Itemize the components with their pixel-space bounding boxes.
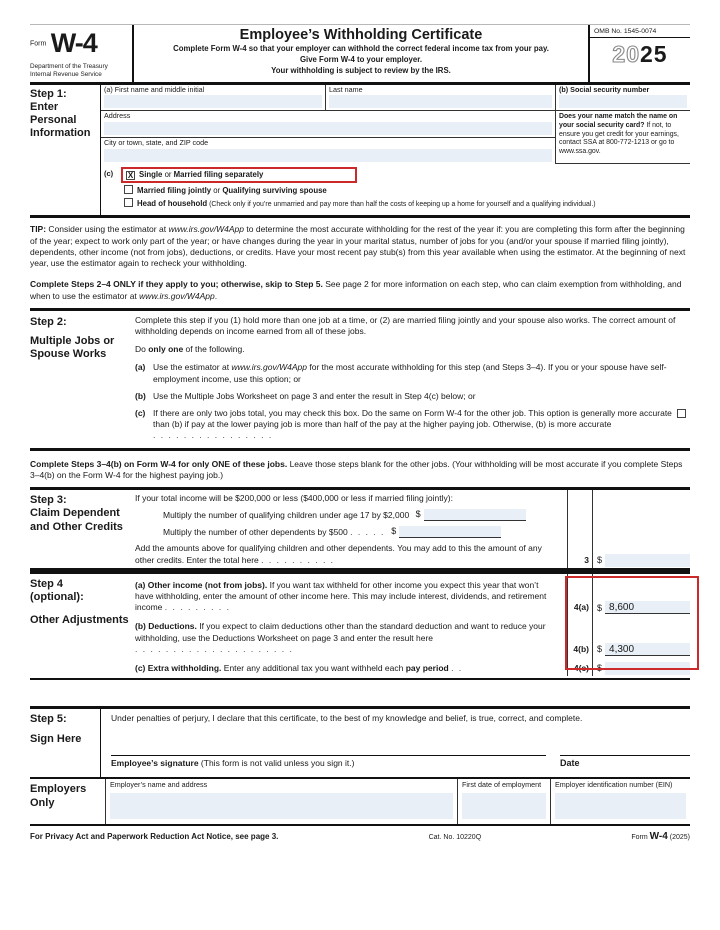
step5-label-block <box>30 709 100 777</box>
signature-row <box>111 755 690 770</box>
date-line[interactable]: Date <box>560 755 690 770</box>
city-cell <box>101 138 556 164</box>
footer-form-year: (2025) <box>667 834 690 842</box>
step2-intro: Complete this step if you (1) hold more than one job at a time, or (2) are married filing jointly and your spouse also works. The correct amount of withholding depends on income earned from all of these jobs. <box>135 314 676 336</box>
step1-label: Step 1: <box>30 87 67 100</box>
step3-line2-text: Multiply the number of other dependents by $500 <box>163 527 348 538</box>
step3-line1 <box>135 506 567 523</box>
married-jointly-or: or <box>211 185 223 195</box>
last-name-label: Last name <box>329 84 363 94</box>
step2-do-only-one <box>135 344 690 355</box>
city-label: City or town, state, and ZIP code <box>104 137 209 147</box>
dollar-sign: $ <box>597 644 603 655</box>
form-subtitle-3: Your withholding is subject to review by the IRS. <box>271 66 451 76</box>
complete34-bold: Complete Steps 3–4(b) on Form W-4 for only ONE of these jobs. <box>30 458 288 469</box>
complete-steps-2-4-paragraph <box>30 279 690 301</box>
omb-year-block <box>588 25 690 82</box>
first-date-label: First date of employment <box>462 780 542 790</box>
step2-b-text: Use the Multiple Jobs Worksheet on page 3 and enter the result in Step 4(c) below; or <box>153 390 476 401</box>
step3-total-input[interactable] <box>605 554 690 567</box>
step2-do-pre: Do <box>135 344 149 355</box>
first-name-input[interactable] <box>104 95 322 108</box>
tip-url: www.irs.gov/W4App <box>168 224 245 235</box>
two-jobs-checkbox[interactable] <box>677 409 686 418</box>
step3-row-number: 3 <box>567 540 593 567</box>
form-header <box>30 24 690 85</box>
step1-section <box>30 85 690 219</box>
step4-a-dots: . . . . . . . . . <box>164 602 231 613</box>
city-input[interactable] <box>104 149 552 162</box>
department-lines <box>30 63 128 80</box>
ssn-match-note <box>556 111 690 163</box>
first-name-label: (a) First name and middle initial <box>104 84 205 94</box>
step5-label: Step 5: <box>30 713 67 726</box>
employer-name-input[interactable] <box>110 793 453 819</box>
address-input[interactable] <box>104 122 552 135</box>
step3-label: Step 3: <box>30 494 67 507</box>
employer-name-cell <box>105 779 457 824</box>
footer-form-word: Form <box>631 834 650 842</box>
step3-dependents-amount <box>391 526 501 538</box>
form-number: W-4 <box>50 28 97 58</box>
perjury-declaration: Under penalties of perjury, I declare that this certificate, to the best of my knowledge and belief, is true, correct, and complete. <box>111 713 583 724</box>
step4-a-bold: (a) Other income (not from jobs). <box>135 579 268 590</box>
deductions-input[interactable]: 4,300 <box>605 643 690 656</box>
step3-line2-dots: . . . . . <box>350 527 385 538</box>
step5-body <box>100 709 690 777</box>
step4-b-row-number: 4(b) <box>567 615 593 657</box>
dollar-sign: $ <box>597 602 603 613</box>
ssn-match-note-rest: If not, to ensure you get credit for your earnings, contact SSA at 800-772-1213 or go to www.ssa.gov. <box>559 121 679 155</box>
year-outline: 20 <box>612 41 640 67</box>
step3-line3-dots: . . . . . . . . . . <box>261 554 335 565</box>
complete-steps-3-4b-paragraph <box>30 459 690 481</box>
head-household-bold: Head of household <box>137 199 208 209</box>
footer-form-number: W-4 <box>649 831 668 843</box>
form-year <box>590 38 690 68</box>
ein-cell <box>550 779 690 824</box>
footer-form-id <box>631 831 690 842</box>
form-title-block <box>134 25 588 82</box>
filing-option-married-jointly <box>124 185 690 196</box>
step2-c-text: If there are only two jobs total, you may check this box. Do the same on Form W-4 for the other job. This option is generally more accurate than (b) if pay at the lower paying job is more than half of the pay at the higher paying job. Otherwise, (b) is more accurate <box>153 408 672 430</box>
step4-item-b <box>135 615 567 657</box>
married-jointly-bold: Married filing jointly <box>137 185 212 195</box>
signature-label-bold: Employee’s signature <box>111 757 199 768</box>
complete24-mid: See page 2 for more information on each step, who can claim exemption from withholding, and when to use the estimator at <box>30 279 682 301</box>
step2-a-prefix: (a) <box>135 362 146 373</box>
step2-label: Step 2: <box>30 315 67 328</box>
complete24-bold: Complete Steps 2–4 ONLY if they apply to you; otherwise, skip to Step 5. <box>30 279 323 290</box>
dollar-sign: $ <box>597 554 603 565</box>
dept-line-2: Internal Revenue Service <box>30 71 102 79</box>
qualifying-children-input[interactable] <box>424 509 526 521</box>
step2-do-post: of the following. <box>183 344 245 355</box>
step4-c-bold: (c) Extra withholding. <box>135 663 222 674</box>
step4-b-text: If you expect to claim deductions other than the standard deduction and want to reduce your withholding, use the Deductions Worksheet on page 3 and enter the result here <box>135 621 546 643</box>
step3-line2 <box>135 523 567 540</box>
step4-sublabel: Other Adjustments <box>30 614 129 627</box>
employers-label-block <box>30 779 105 824</box>
step4-label-block <box>30 574 135 677</box>
step2-c-dots: . . . . . . . . . . . . . . . . <box>153 430 273 441</box>
step2-b-prefix: (b) <box>135 390 146 401</box>
step4-section <box>30 571 690 681</box>
form-title: Employee’s Withholding Certificate <box>239 27 483 43</box>
first-name-cell <box>101 85 326 112</box>
filing-status-options <box>124 167 690 212</box>
address-cell <box>101 111 556 138</box>
step3-intro: If your total income will be $200,000 or less ($400,000 or less if married filing jointly): <box>135 493 453 504</box>
step4-b-dots: . . . . . . . . . . . . . . . . . . . . . <box>135 643 294 654</box>
step2-item-a <box>135 362 690 384</box>
step4-c-text: Enter any additional tax you want withheld each <box>221 663 406 674</box>
dollar-sign: $ <box>597 663 603 674</box>
step2-c-text-block <box>153 408 690 442</box>
other-dependents-input[interactable] <box>399 526 501 538</box>
privacy-act-notice: For Privacy Act and Paperwork Reduction Act Notice, see page 3. <box>30 832 279 842</box>
complete24-url: www.irs.gov/W4App <box>139 290 215 301</box>
step4-a-row-number: 4(a) <box>567 574 593 616</box>
step2-do-bold: only one <box>148 344 184 355</box>
step1-name-row <box>101 85 690 112</box>
employers-label-2: Only <box>30 796 55 809</box>
ssn-label: (b) Social security number <box>559 84 650 94</box>
step4-item-a <box>135 574 567 616</box>
tip-pre: Consider using the estimator at <box>46 224 169 235</box>
first-date-cell <box>457 779 550 824</box>
step2-a-url: www.irs.gov/W4App <box>231 362 308 373</box>
step1-sublabel: Enter Personal Information <box>30 100 91 140</box>
filing-status-prefix: (c) <box>104 168 114 178</box>
form-subtitle-2: Give Form W-4 to your employer. <box>299 55 423 65</box>
step4-label-1: Step 4 <box>30 577 64 590</box>
step4-c-dots: . . <box>451 663 463 674</box>
last-name-input[interactable] <box>329 95 552 108</box>
single-or: or <box>162 169 174 179</box>
signature-line[interactable] <box>111 755 546 770</box>
ein-input[interactable] <box>555 793 686 819</box>
form-id-block <box>30 25 134 82</box>
form-word: Form <box>30 40 47 48</box>
married-separately-bold: Married filing separately <box>173 169 264 179</box>
married-jointly-checkbox[interactable] <box>124 185 133 194</box>
ssn-cell <box>556 85 690 112</box>
filing-status-row <box>101 164 690 216</box>
step4-label-2: (optional): <box>30 590 84 603</box>
signature-label-note: (This form is not valid unless you sign it.) <box>198 757 355 768</box>
form-footer <box>30 831 690 842</box>
tip-paragraph <box>30 218 690 271</box>
step2-item-b <box>135 391 690 402</box>
address-city-stack <box>101 111 556 163</box>
step2-a-pre: Use the estimator at <box>153 362 232 373</box>
dept-line-1: Department of the Treasury <box>30 63 108 70</box>
complete34-rest: Leave those steps blank for the other jobs. (Your withholding will be most accurate if you complete Steps 3–4(b) on the Form W-4 for the highest paying job.) <box>30 458 683 480</box>
step3-line3-text: Add the amounts above for qualifying children and other dependents. You may add to this the amount of any other credits. Enter the total here <box>135 543 542 565</box>
step4-highlight-box <box>565 576 699 670</box>
other-income-input[interactable]: 8,600 <box>605 601 690 614</box>
single-checkbox[interactable]: X <box>127 170 134 180</box>
step4-c-bold2: pay period <box>405 663 449 674</box>
complete24-post: . <box>214 290 218 301</box>
ssn-match-note-bold: Does your name match the name on your social security card? <box>559 113 678 129</box>
step1-label-block <box>30 85 100 216</box>
last-name-cell <box>326 85 556 112</box>
step4-a-text: If you want tax withheld for other income you expect this year that won’t have withholding, enter the amount of other income here. This may include interest, dividends, and retirement income <box>135 579 547 613</box>
step3-section <box>30 487 690 571</box>
step2-a-text <box>153 362 690 384</box>
ssn-input[interactable] <box>559 95 687 108</box>
step1-fields <box>100 85 690 216</box>
step2-a-post: for the most accurate withholding for this step (and Steps 3–4). If you or your spouse have self-employment income, use this option; or <box>153 362 667 384</box>
step3-sublabel: Claim Dependent and Other Credits <box>30 507 123 533</box>
step5-section <box>30 706 690 779</box>
step4-item-c <box>135 657 567 676</box>
dollar-sign: $ <box>391 526 397 537</box>
step3-children-amount <box>416 509 526 521</box>
filing-option-head-of-household <box>124 198 690 209</box>
step2-body <box>135 315 690 442</box>
employers-label-1: Employers <box>30 783 87 796</box>
step4-b-bold: (b) Deductions. <box>135 621 197 632</box>
step2-label-block <box>30 315 135 442</box>
tip-label: TIP: <box>30 224 47 235</box>
employer-name-label: Employer’s name and address <box>110 780 208 790</box>
surviving-spouse-bold: Qualifying surviving spouse <box>222 185 327 195</box>
single-bold: Single <box>139 169 163 179</box>
catalog-number: Cat. No. 10220Q <box>428 834 482 842</box>
step2-item-c <box>135 408 690 442</box>
year-bold: 25 <box>640 41 668 67</box>
tip-post: to determine the most accurate withholding for the rest of the year if: you are completing this form after the beginning of the year; expect to work only part of the year; or have changes during the year in your marital status, number of jobs for you (and/or your spouse if married filing jointly), dependents, other income (not from jobs), deductions, or credits. Have your most recent pay stub(s) from this year available when using the estimator. At the beginning of next year, use the estimator again to recheck your withholding. <box>30 224 686 269</box>
single-option-highlight <box>121 167 357 183</box>
head-household-checkbox[interactable] <box>124 198 133 207</box>
filing-option-single <box>124 167 690 183</box>
dollar-sign: $ <box>415 509 421 520</box>
step1-address-row <box>101 111 690 163</box>
head-household-note: (Check only if you’re unmarried and pay more than half the costs of keeping up a home for yourself and a qualifying individual.) <box>207 201 596 209</box>
step3-label-block <box>30 490 135 568</box>
first-date-input[interactable] <box>462 793 546 819</box>
employers-only-section <box>30 779 690 826</box>
ein-label: Employer identification number (EIN) <box>555 780 673 790</box>
step3-line3 <box>135 540 567 567</box>
step3-line1-text: Multiply the number of qualifying children under age 17 by $2,000 <box>163 510 410 521</box>
step2-section <box>30 308 690 451</box>
address-label: Address <box>104 111 131 121</box>
step4-c-row-number: 4(c) <box>567 657 593 676</box>
form-subtitle-1: Complete Form W-4 so that your employer can withhold the correct federal income tax from your pay. <box>173 44 549 53</box>
step5-sublabel: Sign Here <box>30 732 82 745</box>
step2-c-prefix: (c) <box>135 408 146 419</box>
step2-sublabel: Multiple Jobs or Spouse Works <box>30 334 115 361</box>
omb-number: OMB No. 1545-0074 <box>590 25 690 38</box>
step3-total-cell <box>593 540 690 567</box>
